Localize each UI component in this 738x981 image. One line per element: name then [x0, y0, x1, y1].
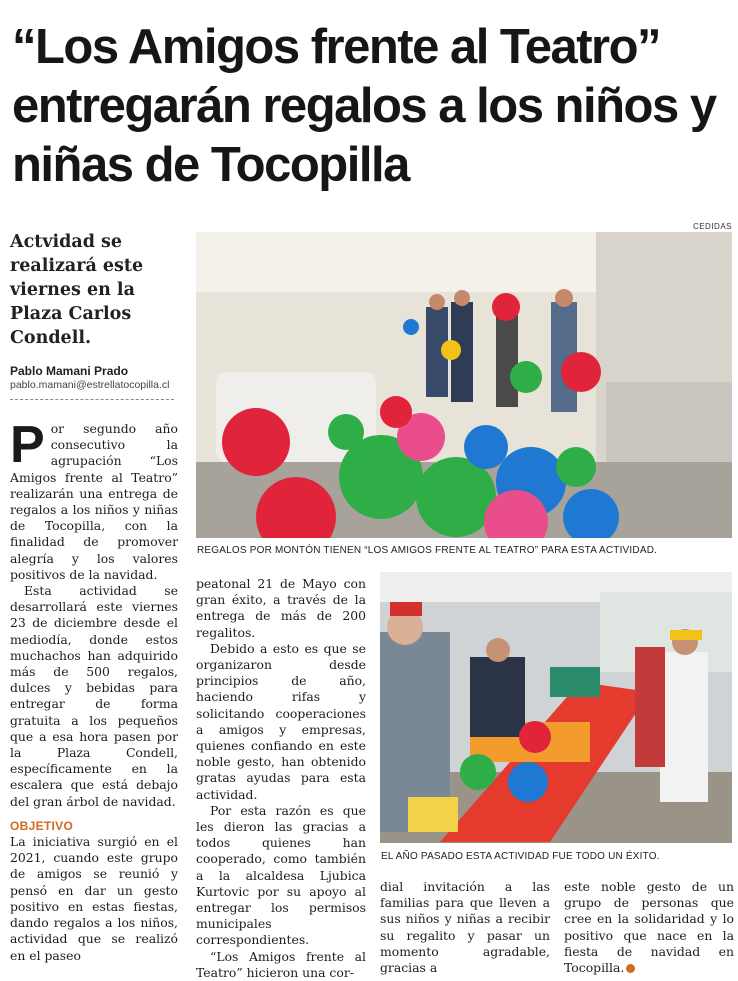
subheadline: Actvidad se realizará este viernes en la Plaza Carlos Condell.: [10, 232, 144, 348]
paragraph-8: dial invitación a las familias para que lleven a sus niños y niñas a recibir su regalito y pasar un momento agradable, gracias a: [380, 879, 550, 976]
paragraph-7: “Los Amigos frente al Teatro” hicieron una cor-: [196, 948, 366, 980]
paragraph-3: La iniciativa surgió en el 2021, cuando este grupo de amigos se reunió y pensó en dar un gesto positivo en estas fiestas, dando regalos a los niños, actividad que se realizó en el paseo: [10, 834, 178, 963]
photo-credit: CEDIDAS: [692, 222, 732, 231]
photo-gifts-image: [196, 232, 732, 538]
paragraph-9: este noble gesto de un grupo de personas que cree en la solidaridad y lo positivo que nace en la fiesta de navidad en Tocopilla.: [564, 879, 734, 976]
paragraph-6: Por esta razón es que les dieron las gracias a todos quienes han cooperado, como también a la alcaldesa Ljubica Kurtovic por su apoyo al entregar los permisos municipales correspondientes.: [196, 802, 366, 948]
divider: [10, 399, 174, 400]
paragraph-4: peatonal 21 de Mayo con gran éxito, a través de la entrega de más de 200 regalitos.: [196, 576, 366, 640]
photo-last-year-caption: EL AÑO PASADO ESTA ACTIVIDAD FUE TODO UN ÉXITO.: [381, 851, 660, 862]
section-label-objetivo: OBJETIVO: [10, 818, 74, 833]
drop-cap: P: [10, 416, 45, 474]
body-column-1: [10, 416, 178, 964]
headline: “Los Amigos frente al Teatro” entregarán regalos a los niños y niñas de Tocopilla: [12, 20, 716, 192]
body-column-3: [380, 879, 550, 976]
photo-last-year: [380, 572, 732, 843]
author-name: Pablo Mamani Prado: [10, 364, 129, 378]
paragraph-2: Esta actividad se desarrollará este viernes 23 de diciembre desde el mediodía, donde estos muchachos han adquirido más de 500 regalos, dulces y bebidas para entregar de forma gratuita a los pequeños que a esa hora pasen por la Plaza Condell, específicamente en la escalera que está debajo del gran árbol de navidad.: [10, 583, 178, 809]
end-mark-icon: [626, 964, 635, 973]
paragraph-5: Debido a esto es que se organizaron desde principios de año, haciendo rifas y solicitando cooperaciones a amigos y empresas, quienes confiando en este noble gesto, han obtenido gratas ayudas para esta actividad.: [196, 640, 366, 802]
photo-gifts-caption: REGALOS POR MONTÓN TIENEN “LOS AMIGOS FRENTE AL TEATRO” PARA ESTA ACTIVIDAD.: [197, 545, 658, 556]
photo-last-year-image: [380, 572, 732, 843]
photo-gifts: [196, 232, 732, 538]
body-column-2: [196, 576, 366, 981]
author-email[interactable]: pablo.mamani@estrellatocopilla.cl: [10, 379, 170, 391]
body-column-4: [564, 879, 734, 976]
paragraph-1: or segundo año consecutivo la agrupación “Los Amigos frente al Teatro” realizarán una entrega de regalos a los niños y niñas de Tocopilla, con la finalidad de promover alegría y los valores positivos de la navidad.: [10, 421, 178, 582]
